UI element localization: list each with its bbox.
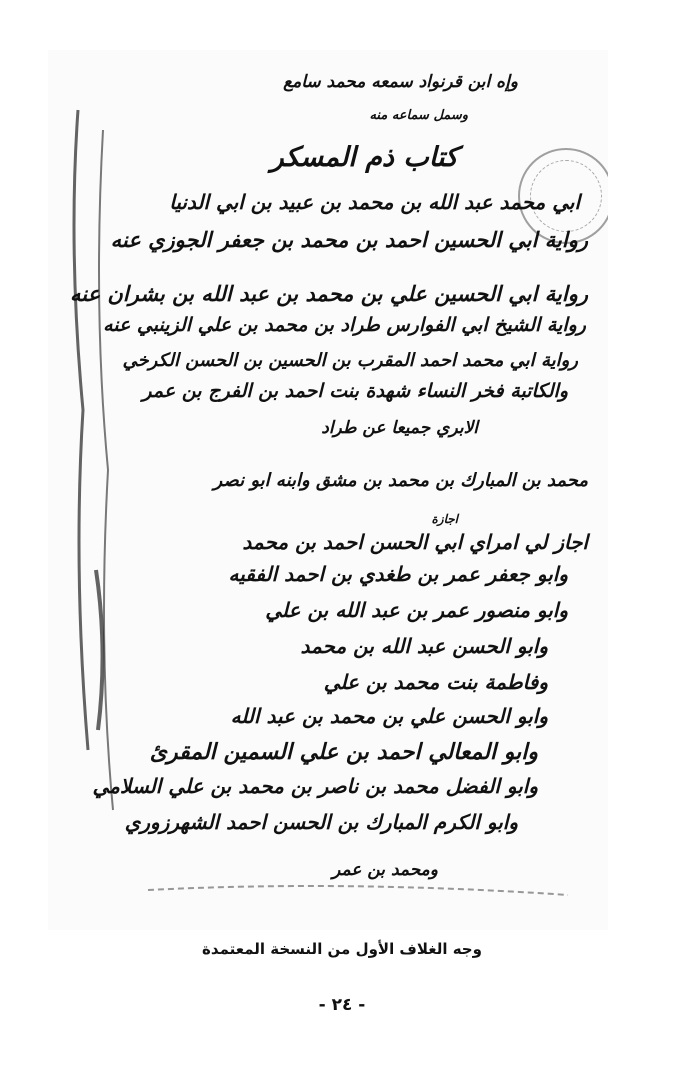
manuscript-line: والكاتبة فخر النساء شهدة بنت احمد بن الفرج بن عمر bbox=[142, 380, 568, 402]
manuscript-line: وسمل سماعه منه bbox=[369, 108, 468, 123]
manuscript-line: وابو الكرم المبارك بن الحسن احمد الشهرزوري bbox=[124, 810, 518, 834]
manuscript-line: وابو منصور عمر بن عبد الله بن علي bbox=[265, 598, 568, 622]
manuscript-line: محمد بن المبارك بن محمد بن مشق وابنه ابو نصر bbox=[213, 470, 588, 491]
manuscript-line: وابو الفضل محمد بن ناصر بن محمد بن علي السلامي bbox=[92, 774, 538, 798]
manuscript-line: وفاطمة بنت محمد بن علي bbox=[323, 670, 548, 694]
manuscript-line: كتاب ذم المسكر bbox=[270, 142, 458, 173]
manuscript-line: ومحمد بن عمر bbox=[332, 860, 438, 880]
manuscript-line: رواية الشيخ ابي الفوارس طراد بن محمد بن علي الزينبي عنه bbox=[103, 314, 586, 336]
figure-caption: وجه الغلاف الأول من النسخة المعتمدة bbox=[202, 940, 482, 958]
manuscript-line: اجازة bbox=[431, 512, 458, 526]
manuscript-line: رواية ابي الحسين احمد بن محمد بن جعفر الجوزي عنه bbox=[110, 228, 588, 252]
manuscript-line: رواية ابي الحسين علي بن محمد بن عبد الله بن بشران عنه bbox=[70, 282, 588, 306]
manuscript-line: رواية ابي محمد احمد المقرب بن الحسين بن الحسن الكرخي bbox=[122, 350, 578, 371]
manuscript-line: وابو المعالي احمد بن علي السمين المقرئ bbox=[149, 740, 538, 765]
manuscript-line: اجاز لي امراي ابي الحسن احمد بن محمد bbox=[242, 530, 588, 554]
manuscript-line: ابي محمد عبد الله بن محمد بن عبيد بن ابي الدنيا bbox=[169, 190, 580, 214]
manuscript-line: وإه ابن قرنواد سمعه محمد سامع bbox=[283, 72, 518, 92]
manuscript-line: وابو الحسن علي بن محمد بن عبد الله bbox=[230, 704, 548, 728]
manuscript-line: الابري جميعا عن طراد bbox=[321, 418, 478, 438]
manuscript-image bbox=[48, 50, 608, 930]
manuscript-line: وابو جعفر عمر بن طغدي بن احمد الفقيه bbox=[228, 562, 568, 586]
page-number: - ٢٤ - bbox=[318, 995, 366, 1015]
manuscript-line: وابو الحسن عبد الله بن محمد bbox=[300, 634, 548, 658]
